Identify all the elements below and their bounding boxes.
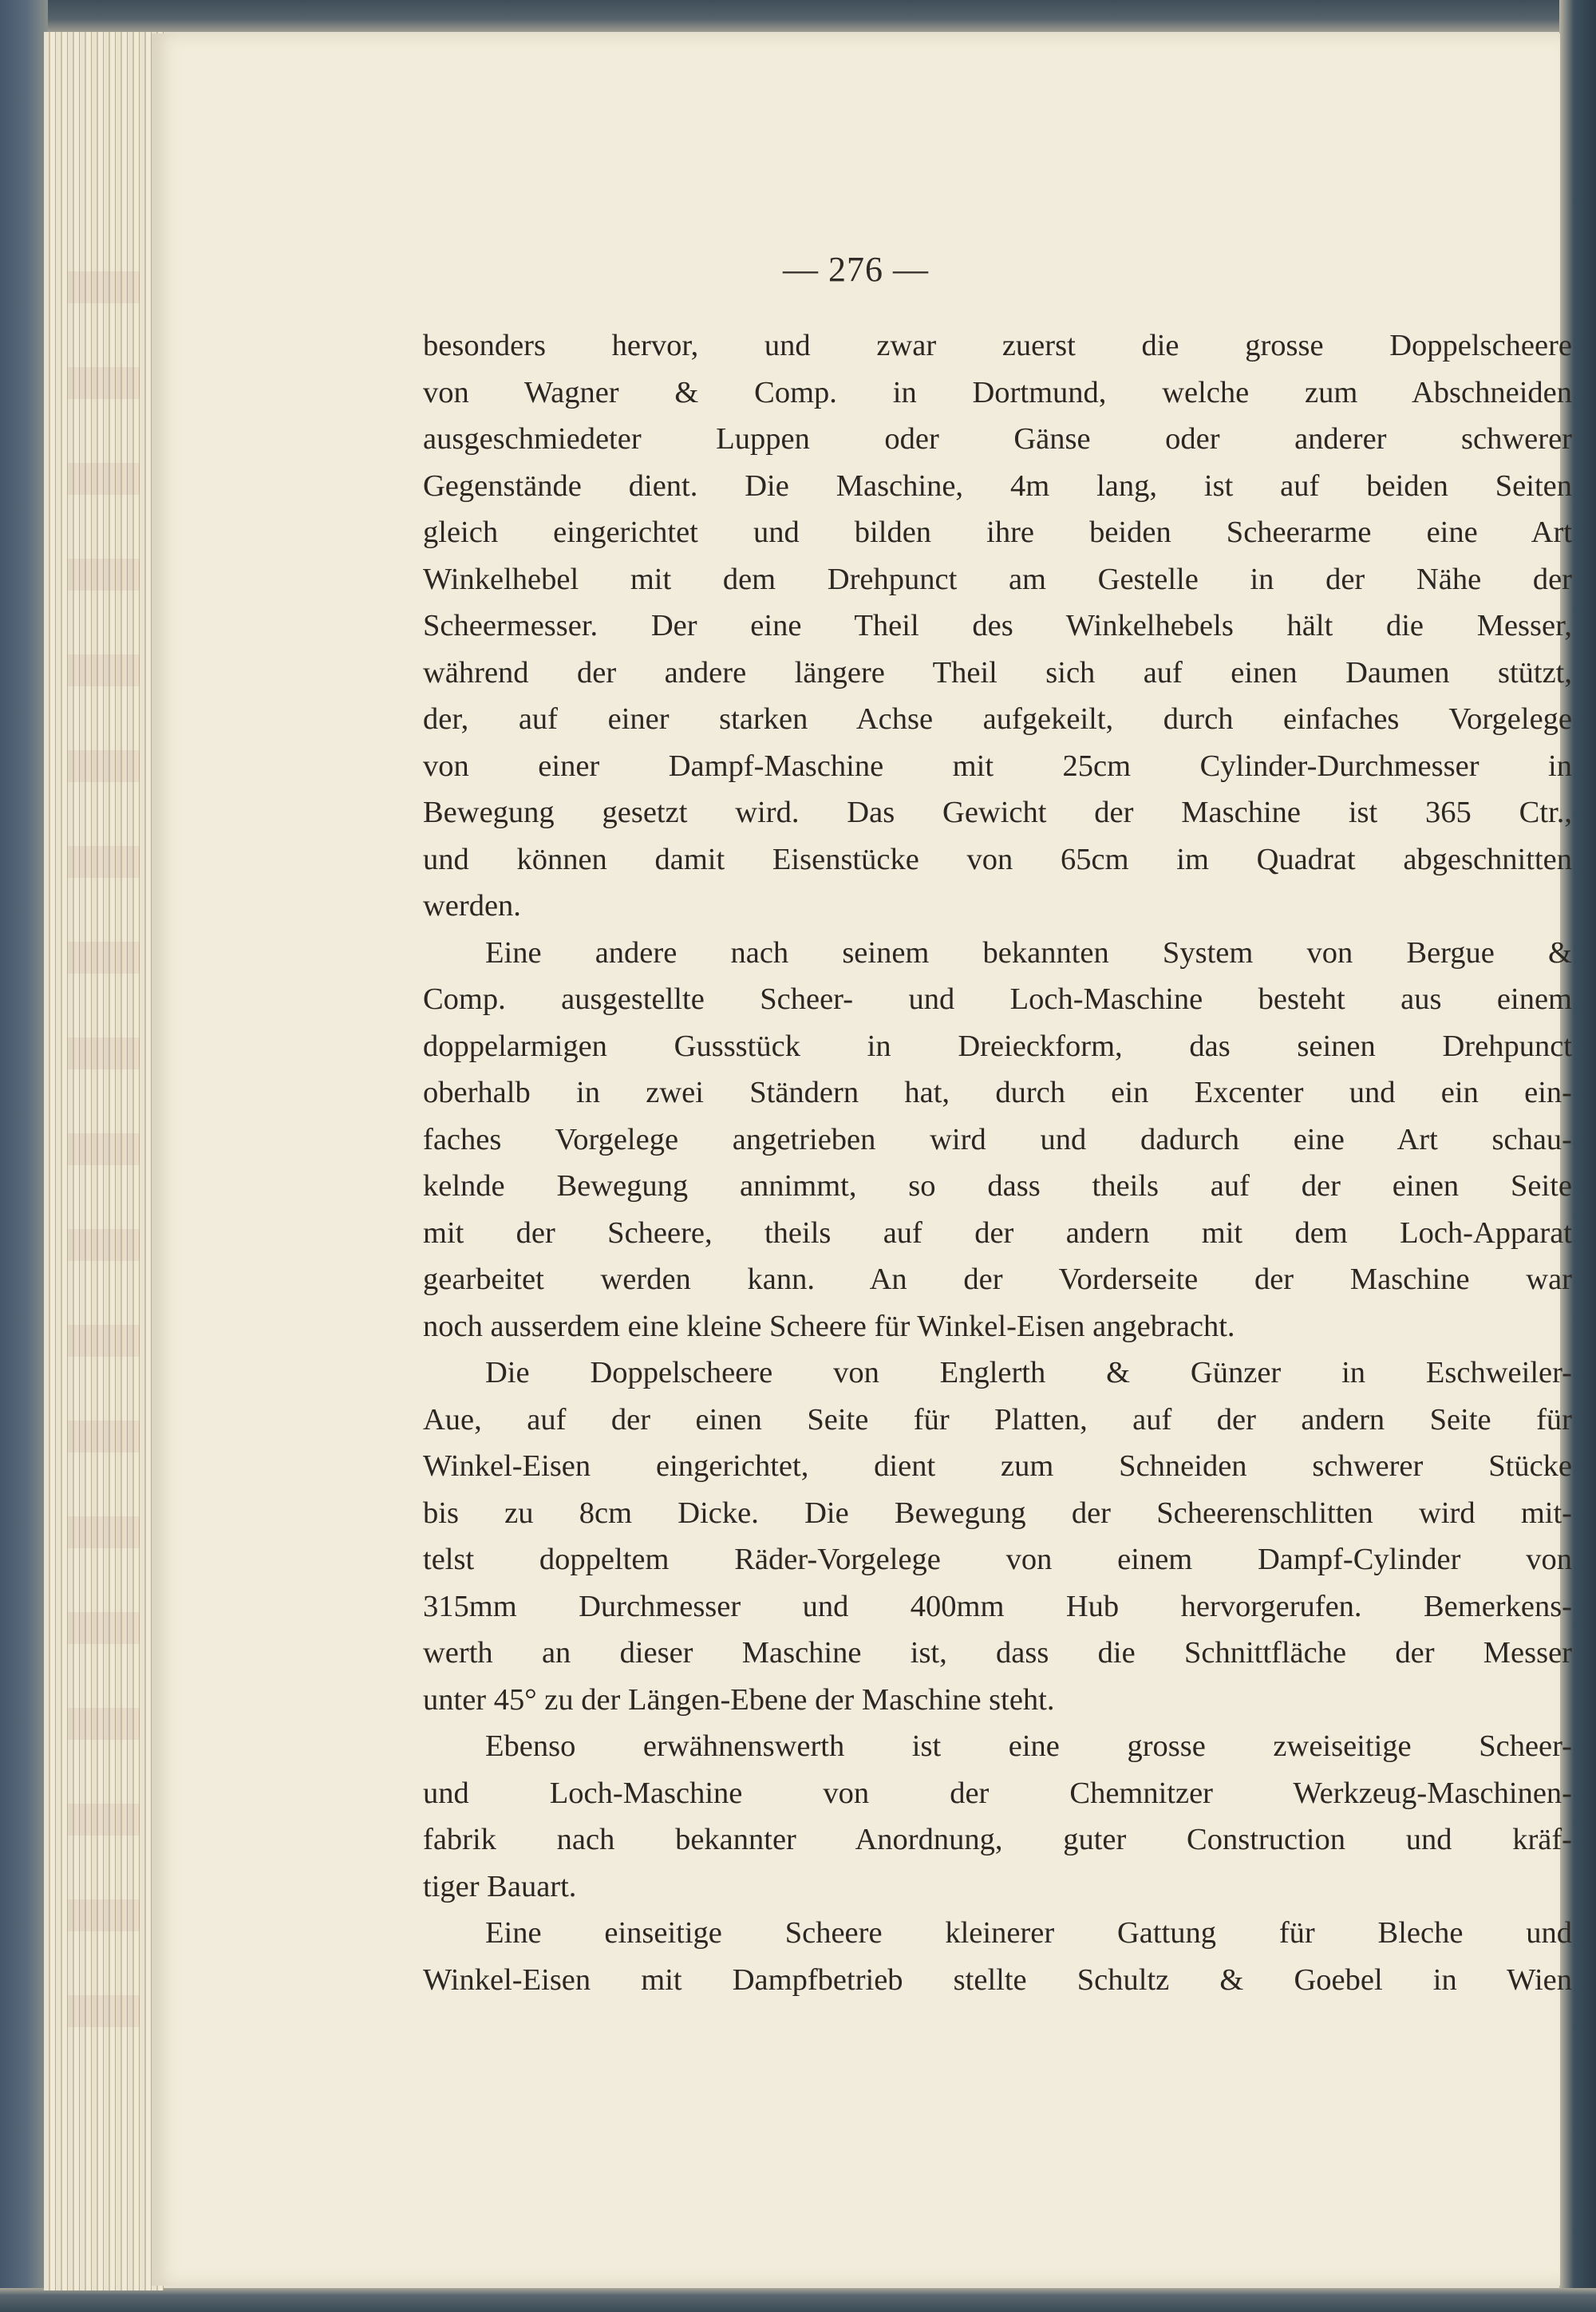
page-edges-stack <box>44 32 164 2290</box>
text-line: gleich eingerichtet und bilden ihre beiden Scheerarme eine Art <box>423 516 1572 549</box>
text-line: Winkel-Eisen eingerichtet, dient zum Schneiden schwerer Stücke <box>423 1449 1572 1483</box>
text-line: faches Vorgelege angetrieben wird und dadurch eine Art schau- <box>423 1122 1572 1156</box>
text-line: Scheermesser. Der eine Theil des Winkelhebels hält die Messer, <box>423 609 1572 642</box>
text-line: Winkel-Eisen mit Dampfbetrieb stellte Schultz & Goebel in Wien <box>423 1962 1572 1997</box>
text-line: während der andere längere Theil sich auf einen Daumen stützt, <box>423 655 1572 690</box>
text-line: bis zu 8cm Dicke. Die Bewegung der Scheerenschlitten wird mit- <box>423 1496 1572 1530</box>
text-line: unter 45° zu der Längen-Ebene der Maschine steht. <box>423 1682 1055 1717</box>
text-line: Die Doppelscheere von Englerth & Günzer in Eschweiler- <box>485 1356 1572 1389</box>
text-line: 315mm Durchmesser und 400mm Hub hervorgerufen. Bemerkens- <box>423 1589 1572 1623</box>
text-line: mit der Scheere, theils auf der andern mit dem Loch-Apparat <box>423 1215 1572 1250</box>
body-text <box>423 322 1572 2003</box>
text-line: von Wagner & Comp. in Dortmund, welche zum Abschneiden <box>423 375 1572 409</box>
text-line: von einer Dampf-Maschine mit 25cm Cylinder-Durchmesser in <box>423 749 1572 783</box>
text-line: telst doppeltem Räder-Vorgelege von einem Dampf-Cylinder von <box>423 1543 1572 1576</box>
text-line: der, auf einer starken Achse aufgekeilt, durch einfaches Vorgelege <box>423 702 1572 736</box>
text-line: Winkelhebel mit dem Drehpunct am Gestelle in der Nähe der <box>423 562 1572 596</box>
book-cover-top-edge <box>0 0 1596 32</box>
text-line: Bewegung gesetzt wird. Das Gewicht der Maschine ist 365 Ctr., <box>423 796 1572 829</box>
text-line: und Loch-Maschine von der Chemnitzer Werkzeug-Maschinen- <box>423 1776 1572 1810</box>
book-cover-bottom-edge <box>0 2288 1596 2312</box>
text-line: Gegenstände dient. Die Maschine, 4m lang, ist auf beiden Seiten <box>423 468 1572 503</box>
text-line: Eine einseitige Scheere kleinerer Gattung für Bleche und <box>485 1916 1572 1950</box>
text-line: Ebenso erwähnenswerth ist eine grosse zweiseitige Scheer- <box>485 1729 1572 1763</box>
text-line: oberhalb in zwei Ständern hat, durch ein Excenter und ein ein- <box>423 1076 1572 1109</box>
text-line: doppelarmigen Gussstück in Dreieckform, das seinen Drehpunct <box>423 1029 1572 1063</box>
text-line: werden. <box>423 889 521 923</box>
text-line: ausgeschmiedeter Luppen oder Gänse oder anderer schwerer <box>423 422 1572 456</box>
text-line: Aue, auf der einen Seite für Platten, auf der andern Seite für <box>423 1402 1572 1437</box>
page-number: — 276 — <box>783 250 929 289</box>
book-cover-left-edge <box>0 0 48 2312</box>
text-line: gearbeitet werden kann. An der Vorderseite der Maschine war <box>423 1263 1572 1296</box>
text-line: fabrik nach bekannter Anordnung, guter Construction und kräf- <box>423 1823 1572 1856</box>
text-line: Eine andere nach seinem bekannten System von Bergue & <box>485 935 1572 970</box>
text-line: tiger Bauart. <box>423 1869 577 1903</box>
text-line: besonders hervor, und zwar zuerst die grosse Doppelscheere <box>423 329 1572 362</box>
text-line: und können damit Eisenstücke von 65cm im Quadrat abgeschnitten <box>423 842 1572 876</box>
text-line: Comp. ausgestellte Scheer- und Loch-Maschine besteht aus einem <box>423 982 1572 1016</box>
text-line: werth an dieser Maschine ist, dass die Schnittfläche der Messer <box>423 1636 1572 1670</box>
text-line: kelnde Bewegung annimmt, so dass theils auf der einen Seite <box>423 1169 1572 1203</box>
book-page <box>152 34 1572 2286</box>
text-line: noch ausserdem eine kleine Scheere für Winkel-Eisen angebracht. <box>423 1309 1235 1343</box>
